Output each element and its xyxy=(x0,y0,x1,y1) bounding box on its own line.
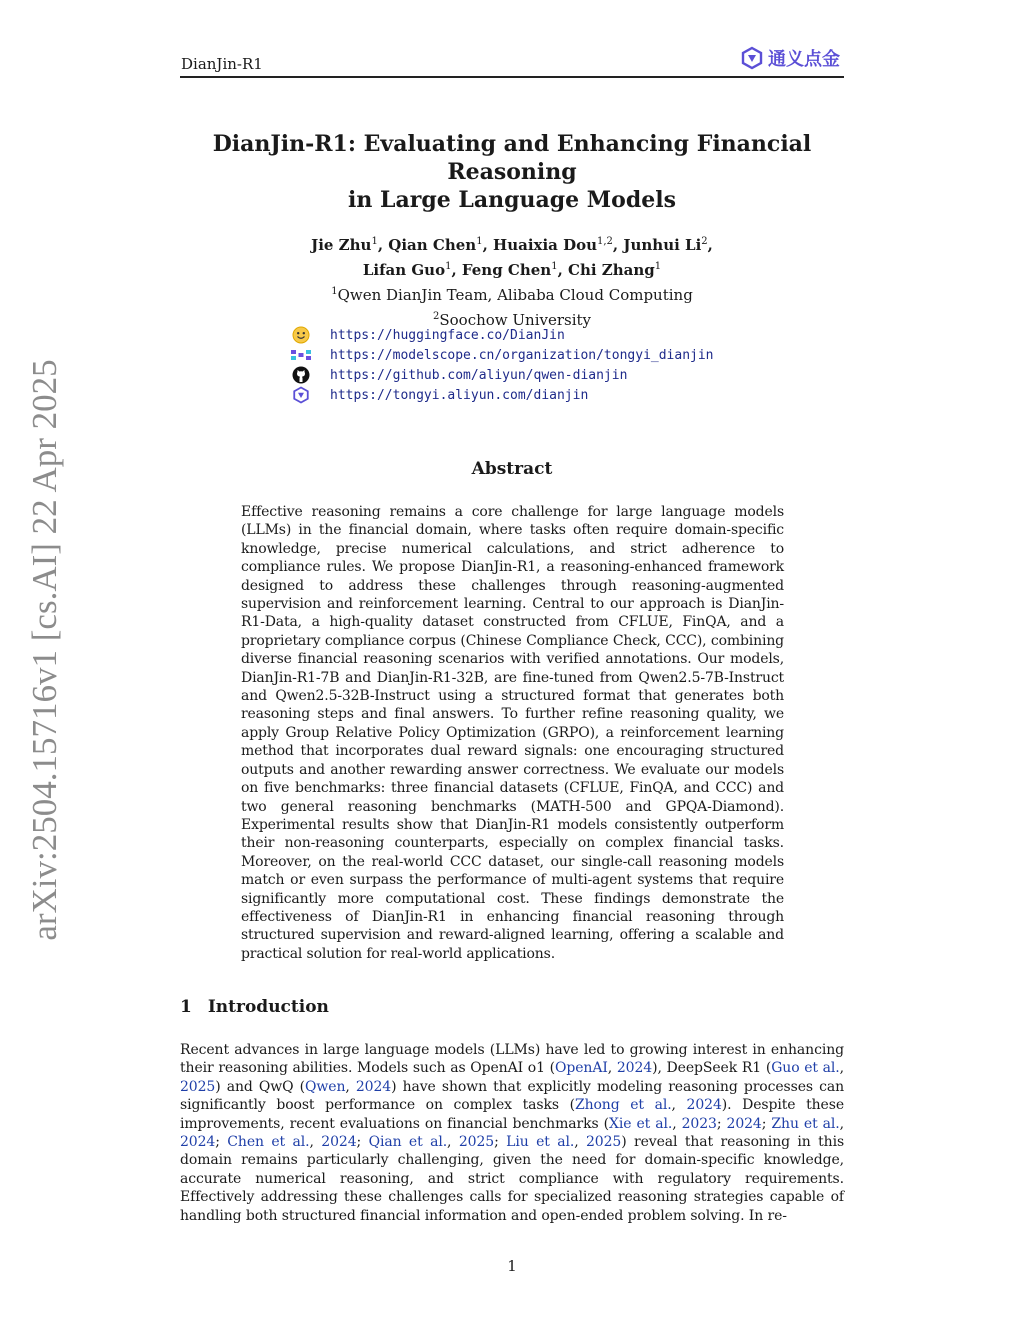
author-name: Huaixia Dou xyxy=(493,236,598,254)
citation-link[interactable]: Zhu et al. xyxy=(771,1115,840,1132)
hugging-face-icon xyxy=(290,326,312,344)
section-title: Introduction xyxy=(207,997,329,1017)
intro-text: , xyxy=(309,1134,322,1151)
section-heading-introduction xyxy=(180,997,329,1017)
arxiv-stamp-text: arXiv:2504.15716v1 [cs.AI] 22 Apr 2025 xyxy=(25,359,64,941)
author-block xyxy=(180,231,844,331)
citation-link[interactable]: Xie et al. xyxy=(609,1115,673,1132)
resource-links xyxy=(290,325,714,405)
citation-link[interactable]: 2024 xyxy=(355,1078,392,1095)
author-affiliation-mark: 1 xyxy=(476,236,483,247)
intro-text: ; xyxy=(356,1134,369,1151)
citation-link[interactable]: 2023 xyxy=(681,1115,717,1132)
header-rule xyxy=(180,76,844,78)
affiliation-mark: 2 xyxy=(432,311,440,322)
author-affiliation-mark: 1 xyxy=(371,236,378,247)
author-name: Junhui Li xyxy=(623,236,702,254)
citation-link[interactable]: Zhong et al. xyxy=(574,1097,672,1114)
citation-link[interactable]: 2025 xyxy=(585,1134,622,1151)
link-row-modelscope xyxy=(290,345,714,365)
affiliation-1 xyxy=(180,281,844,306)
author-name: Jie Zhu xyxy=(311,236,372,254)
intro-text: ), DeepSeek R1 ( xyxy=(652,1060,772,1077)
affiliation-text: Soochow University xyxy=(439,311,592,329)
citation-link[interactable]: Chen et al. xyxy=(227,1134,310,1151)
author-affiliation-mark: 1 xyxy=(654,261,662,272)
citation-link[interactable]: 2024 xyxy=(726,1115,762,1132)
intro-text: , xyxy=(574,1134,586,1151)
paper-title xyxy=(180,130,844,214)
citation-link[interactable]: 2025 xyxy=(458,1134,495,1151)
citation-link[interactable]: 2024 xyxy=(686,1097,722,1114)
intro-text: ; xyxy=(215,1134,228,1151)
author-line-2: Lifan Guo$^1$, Feng Chen$^1$, Chi Zhang$^1$ xyxy=(362,261,662,279)
author-affiliation-mark: 2 xyxy=(701,236,708,247)
huggingface-link[interactable]: https://huggingface.co/DianJin xyxy=(330,327,565,343)
author-affiliation-mark: 1 xyxy=(551,261,558,272)
author-name: Feng Chen xyxy=(461,261,552,279)
intro-text: , xyxy=(839,1060,845,1077)
paper-title-line2: in Large Language Models xyxy=(348,187,676,213)
intro-text: ; xyxy=(761,1115,772,1132)
intro-text: , xyxy=(345,1078,356,1095)
intro-text: Recent advances in large language models (LLMs) have led to growing interest in enhancing their reasoning abilities. Models such as OpenAI o1 ( xyxy=(180,1042,844,1077)
intro-text: ) reveal that reasoning in this domain remains particularly challenging, given the need for domain-specific knowledge, accurate numerical reasoning, and strict compliance with regulatory requirements. Effectively addressing these challenges calls for specialized reasoning strategies capable of handling both structured financial information and open-ended problem solving. In re- xyxy=(180,1134,845,1224)
citation-link[interactable]: 2024 xyxy=(321,1134,357,1151)
author-affiliation-mark: 1 xyxy=(445,261,452,272)
intro-text: ). Despite these improvements, recent evaluations on financial benchmarks ( xyxy=(180,1097,845,1132)
intro-text: , xyxy=(672,1115,682,1132)
intro-text: , xyxy=(671,1097,687,1114)
github-link[interactable]: https://github.com/aliyun/qwen-dianjin xyxy=(330,367,628,383)
citation-link[interactable]: Qian et al. xyxy=(368,1134,448,1151)
paper-title-line1: DianJin-R1: Evaluating and Enhancing Financial Reasoning xyxy=(212,131,812,185)
author-name: Lifan Guo xyxy=(362,261,446,279)
citation-link[interactable]: Liu et al. xyxy=(506,1134,575,1151)
link-row-github xyxy=(290,365,714,385)
author-name: Chi Zhang xyxy=(568,261,655,279)
affiliation-text: Qwen DianJin Team, Alibaba Cloud Computing xyxy=(337,286,693,304)
citation-link[interactable]: 2024 xyxy=(180,1134,216,1151)
intro-text: ; xyxy=(716,1115,727,1132)
tongyi-link[interactable]: https://tongyi.aliyun.com/dianjin xyxy=(330,387,589,403)
tongyi-logo-icon xyxy=(740,46,764,70)
github-icon xyxy=(290,366,312,384)
abstract-heading: Abstract xyxy=(471,459,553,479)
intro-text: ) and QwQ ( xyxy=(215,1078,305,1095)
intro-text: , xyxy=(839,1115,845,1132)
citation-link[interactable]: OpenAI xyxy=(554,1060,608,1077)
running-header-title: DianJin-R1 xyxy=(181,55,263,73)
affiliation-mark: 1 xyxy=(331,286,338,297)
citation-link[interactable]: Guo et al. xyxy=(771,1060,840,1077)
intro-text: , xyxy=(607,1060,617,1077)
logo-text: 通义点金 xyxy=(768,49,840,70)
author-name: Qian Chen xyxy=(388,236,477,254)
intro-text: , xyxy=(447,1134,459,1151)
link-row-huggingface xyxy=(290,325,714,345)
citation-link[interactable]: 2024 xyxy=(616,1060,653,1077)
intro-text: ; xyxy=(494,1134,507,1151)
tongyi-icon xyxy=(290,386,312,404)
modelscope-icon xyxy=(290,346,312,364)
section-number: 1 xyxy=(180,997,192,1017)
author-affiliation-mark: 1,2 xyxy=(597,236,613,247)
introduction-paragraph xyxy=(180,1041,844,1225)
page-number: 1 xyxy=(507,1257,517,1275)
author-line-1: Jie Zhu$^1$, Qian Chen$^1$, Huaixia Dou$^{1,2}$, Junhui Li$^2$, xyxy=(311,236,713,254)
citation-link[interactable]: 2025 xyxy=(180,1078,216,1095)
tongyi-dianjin-logo xyxy=(740,45,840,71)
link-row-tongyi xyxy=(290,385,714,405)
abstract-body: Effective reasoning remains a core challenge for large language models (LLMs) in the financial domain, where tasks often require domain-specific knowledge, precise numerical calculations, and strict adherence to compliance rules. We propose DianJin-R1, a reasoning-enhanced framework designed to address these challenges through reasoning-augmented supervision and reinforcement learning. Central to our approach is DianJin-R1-Data, a high-quality dataset constructed from CFLUE, FinQA, and a proprietary compliance corpus (Chinese Compliance Check, CCC), combining diverse financial reasoning scenarios with verified annotations. Our models, DianJin-R1-7B and DianJin-R1-32B, are fine-tuned from Qwen2.5-7B-Instruct and Qwen2.5-32B-Instruct using a structured format that generates both reasoning steps and final answers. To further refine reasoning quality, we apply Group Relative Policy Optimization (GRPO), a reinforcement learning method that incorporates dual reward signals: one encouraging structured outputs and another rewarding answer correctness. We evaluate our models on five benchmarks: three financial datasets (CFLUE, FinQA, and CCC) and two general reasoning benchmarks (MATH-500 and GPQA-Diamond). Experimental results show that DianJin-R1 models consistently outperform their non-reasoning counterparts, especially on complex financial tasks. Moreover, on the real-world CCC dataset, our single-call reasoning models match or even surpass the performance of multi-agent systems that require significantly more computational cost. These findings demonstrate the effectiveness of DianJin-R1 in enhancing financial reasoning through structured supervision and reward-aligned learning, offering a scalable and practical solution for real-world applications. xyxy=(241,504,784,962)
citation-link[interactable]: Qwen xyxy=(305,1078,346,1095)
modelscope-link[interactable]: https://modelscope.cn/organization/tongyi_dianjin xyxy=(330,347,714,363)
intro-text: ) have shown that explicitly modeling reasoning processes can significantly boost performance on complex tasks ( xyxy=(180,1078,845,1114)
